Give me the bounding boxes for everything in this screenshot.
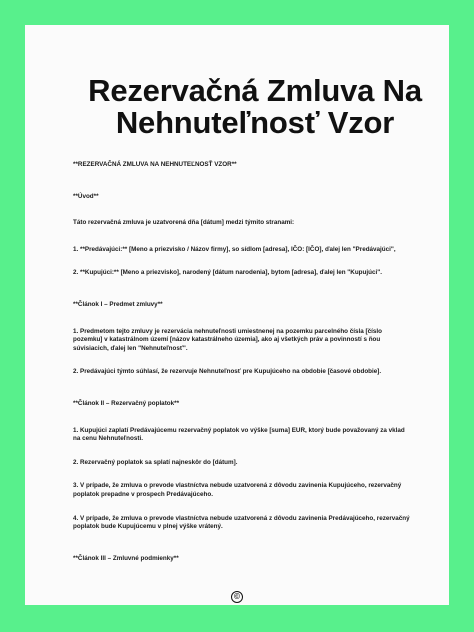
document-page [25,25,449,605]
title-line-1: Rezervačná Zmluva Na [88,73,422,108]
article2-paragraph-2: 2. Rezervačný poplatok sa splatí najneskôr do [dátum]. [73,458,238,466]
document-heading: **REZERVAČNÁ ZMLUVA NA NEHNUTEĽNOSŤ VZOR** [73,161,237,168]
article2-paragraph-4: 4. V prípade, že zmluva o prevode vlastníctva nebude uzatvorená z dôvodu zavinenia Predávajúceho, rezervačný poplatok bude Kupujúcemu v plnej výške vrátený. [73,514,410,531]
party-seller: 1. **Predávajúci:** [Meno a priezvisko / Názov firmy], so sídlom [adresa], IČO: [IČO], ďalej len "Predávajúci", [73,245,396,253]
article2-paragraph-3: 3. V prípade, že zmluva o prevode vlastníctva nebude uzatvorená z dôvodu zavinenia Kupujúceho, rezervačný poplatok prepadne v prospech Predávajúceho. [73,482,402,498]
article1-paragraph-2: 2. Predávajúci týmto súhlasí, že rezervuje Nehnuteľnosť pre Kupujúceho na obdobie [časové obdobie]. [73,368,382,376]
party-buyer: 2. **Kupujúci:** [Meno a priezvisko], narodený [dátum narodenia], bytom [adresa], ďalej len "Kupujúci". [73,269,382,277]
article1-heading: **Článok I – Predmet zmluvy** [73,300,163,308]
intro-text: Táto rezervačná zmluva je uzatvorená dňa [dátum] medzi týmito stranami: [73,219,295,227]
article1-paragraph-1: 1. Predmetom tejto zmluvy je rezervácia nehnuteľnosti umiestnenej na pozemku parcelného čísla [číslo pozemku] v katastrálnom území [názov katastrálneho územia], ako aj všetkých práv a povinností s ňou súvisiacich, ďalej len "Nehnuteľnosť". [73,327,382,352]
document-body [73,161,413,563]
article3-heading: **Článok III – Zmluvné podmienky** [73,554,179,562]
copyright-icon: © [231,591,243,603]
article2-heading: **Článok II – Rezervačný poplatok** [73,399,180,407]
article2-paragraph-1: 1. Kupujúci zaplatí Predávajúcemu rezervačný poplatok vo výške [suma] EUR, ktorý bude považovaný za vklad na cenu Nehnuteľnosti. [73,426,405,443]
document-title [43,75,449,139]
intro-heading: **Úvod** [73,192,99,200]
title-line-2: Nehnuteľnosť Vzor [115,105,395,140]
